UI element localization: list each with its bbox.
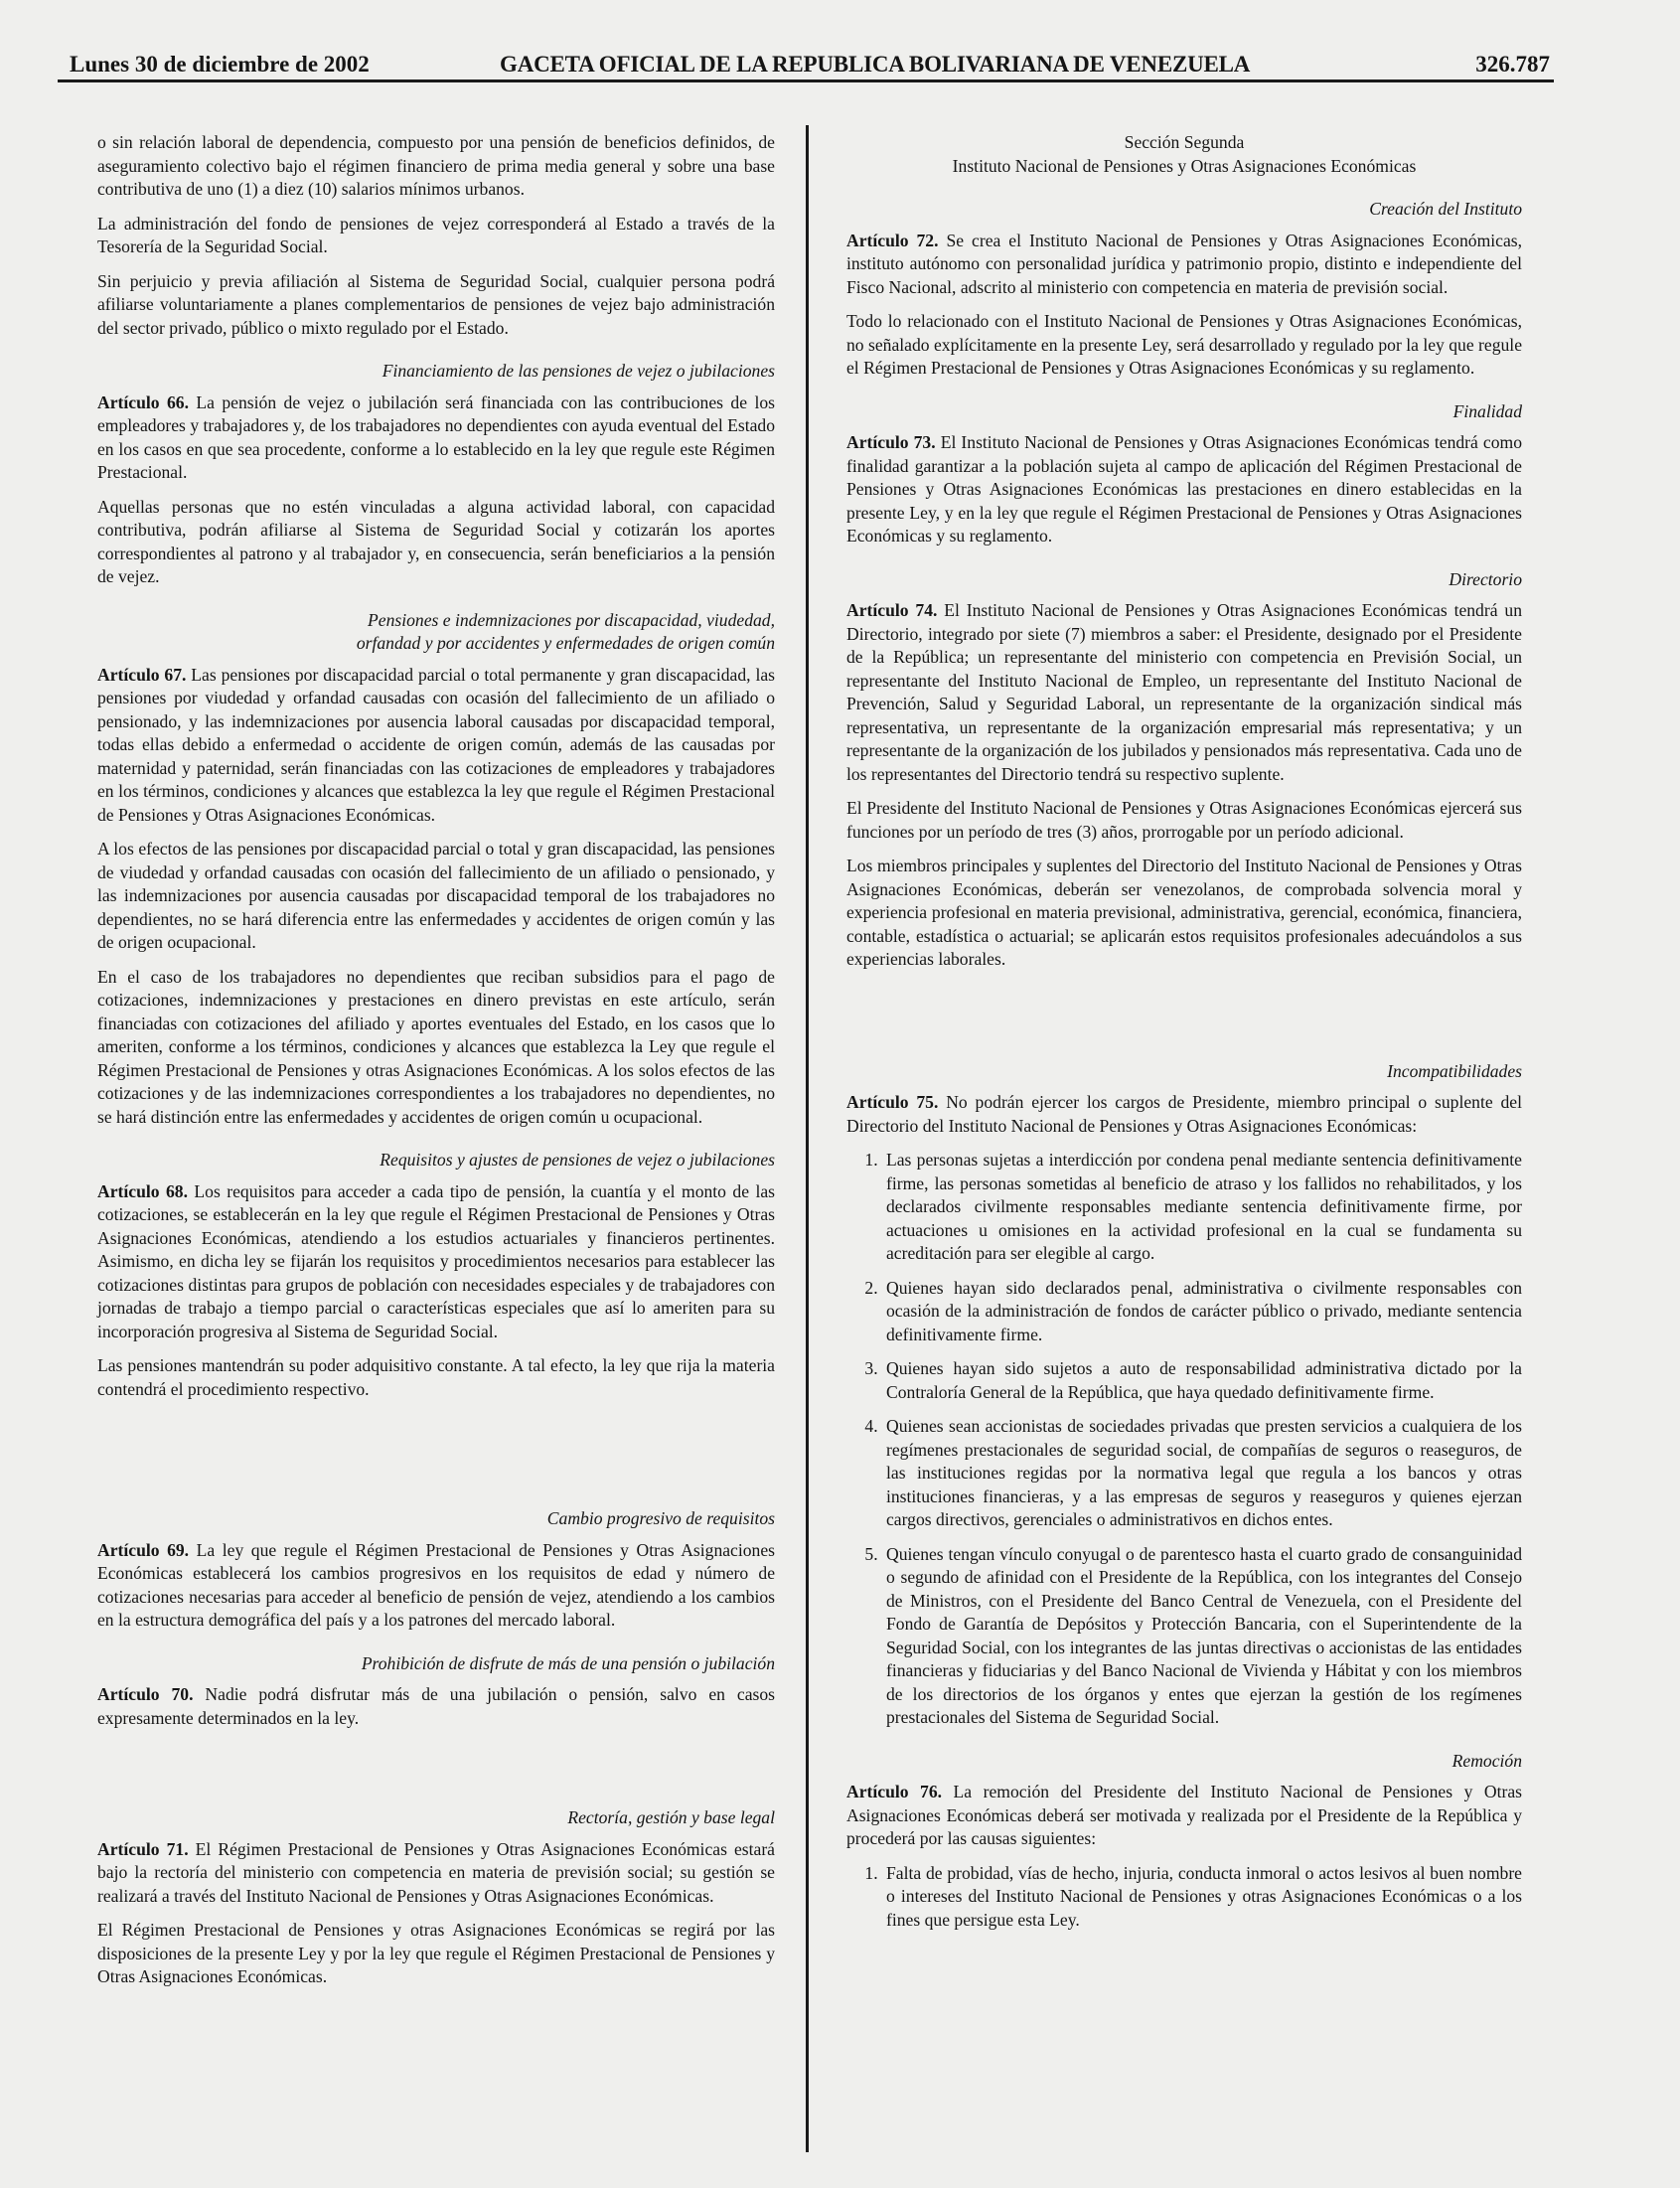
incompatibilities-list bbox=[846, 1149, 1522, 1730]
article-label: Artículo 69. bbox=[97, 1539, 190, 1560]
list-item: 1. Falta de probidad, vías de hecho, injuria, conducta inmoral o actos lesivos al buen nombre o intereses del Instituto Nacional de Pensiones y otras Asignaciones Económicas o a los fines que persigue esta Ley. bbox=[882, 1862, 1522, 1933]
article-label: Artículo 75. bbox=[846, 1092, 939, 1112]
list-item: 5. Quienes tengan vínculo conyugal o de parentesco hasta el cuarto grado de consanguinidad o segundo de afinidad con el Presidente de la República, con los integrantes del Consejo de Ministros, con el Presidente del Banco Central de Venezuela, con el Presidente del Fondo de Garantía de Depósitos y Protección Bancaria, con el Superintendente de la Seguridad Social, con los integrantes de las juntas directivas o accionistas de las entidades financieras y fiduciarias y del Banco Nacional de Vivienda y Hábitat y con los miembros de los directorios de los órganos y entes que ejerzan la gestión de los regímenes prestacionales del Sistema de Seguridad Social. bbox=[882, 1543, 1522, 1730]
paragraph: La administración del fondo de pensiones de vejez corresponderá al Estado a través de la Tesorería de la Seguridad Social. bbox=[97, 213, 775, 256]
article-heading-66: Financiamiento de las pensiones de vejez o jubilaciones bbox=[382, 361, 775, 381]
article-68 bbox=[97, 1180, 775, 1344]
paragraph: Todo lo relacionado con el Instituto Nacional de Pensiones y Otras Asignaciones Económicas, no señalado explícitamente en la presente Ley, será desarrollado y regulado por la ley que regule el Régimen Prestacional de Pensiones y Otras Asignaciones Económicas y su reglamento. bbox=[846, 311, 1522, 378]
list-item: 1. Las personas sujetas a interdicción por condena penal mediante sentencia definitivamente firme, las personas sometidas al beneficio de atraso y los fallidos no rehabilitados, y los declarados civilmente responsables mediante sentencia definitivamente firme, por actuaciones u omisiones en la actividad profesional en la cual se fundamenta su acreditación para ser elegible al cargo. bbox=[882, 1149, 1522, 1266]
article-70 bbox=[97, 1683, 775, 1730]
spacer bbox=[846, 983, 1522, 1040]
article-label: Artículo 71. bbox=[97, 1838, 189, 1859]
paragraph: Las pensiones mantendrán su poder adquisitivo constante. A tal efecto, la ley que rija la materia contendrá el procedimiento respectivo. bbox=[97, 1355, 775, 1399]
page-header bbox=[58, 50, 1552, 81]
article-heading-73: Finalidad bbox=[1452, 400, 1522, 421]
article-label: Artículo 74. bbox=[846, 600, 938, 620]
article-heading-74: Directorio bbox=[1449, 568, 1522, 589]
header-page-number: 326.787 bbox=[1475, 52, 1550, 77]
article-69 bbox=[97, 1539, 775, 1633]
article-heading-71: Rectoría, gestión y base legal bbox=[567, 1807, 775, 1827]
paragraph: Aquellas personas que no estén vinculadas a alguna actividad laboral, con capacidad contributiva, podrán afiliarse al Sistema de Seguridad Social y cotizarán los aportes correspondientes al patrono y al trabajador y, en consecuencia, serán beneficiarios a la pensión de vejez. bbox=[97, 496, 775, 586]
article-label: Artículo 72. bbox=[846, 230, 939, 250]
article-heading-69: Cambio progresivo de requisitos bbox=[546, 1508, 775, 1528]
article-66 bbox=[97, 391, 775, 485]
article-text: Nadie podrá disfrutar más de una jubilación o pensión, salvo en casos expresamente determinados en la ley. bbox=[97, 1684, 775, 1728]
article-73 bbox=[846, 431, 1522, 548]
heading-line: Pensiones e indemnizaciones por discapacidad, viudedad, bbox=[368, 609, 775, 630]
article-text: No podrán ejercer los cargos de Presidente, miembro principal o suplente del Directorio del Instituto Nacional de Pensiones y Otras Asignaciones Económicas: bbox=[846, 1092, 1522, 1136]
article-74 bbox=[846, 599, 1522, 786]
article-label: Artículo 76. bbox=[846, 1782, 943, 1801]
column-divider bbox=[806, 125, 809, 2152]
removal-causes-list bbox=[846, 1862, 1522, 1933]
article-text: El Régimen Prestacional de Pensiones y Otras Asignaciones Económicas estará bajo la rectoría del ministerio con competencia en materia de previsión social; su gestión se realizará a través del Instituto Nacional de Pensiones y Otras Asignaciones Económicas. bbox=[97, 1838, 775, 1906]
header-date: Lunes 30 de diciembre de 2002 bbox=[70, 52, 370, 77]
spacer bbox=[97, 1412, 775, 1487]
article-label: Artículo 67. bbox=[97, 664, 187, 685]
article-heading-70: Prohibición de disfrute de más de una pensión o jubilación bbox=[361, 1652, 775, 1673]
article-71 bbox=[97, 1838, 775, 1909]
article-text: Las pensiones por discapacidad parcial o total permanente y gran discapacidad, las pensiones por viudedad y orfandad causadas con ocasión del fallecimiento de un afiliado o pensionado, y las indemnizaciones por ausencia laboral causadas por discapacidad temporal, todas ellas debido a enfermedad o accidente de origen común, además de las causadas por maternidad y paternidad, serán financiadas con las cotizaciones de empleadores y trabajadores en los términos, condiciones y alcances que establezca la ley que regule el Régimen Prestacional de Pensiones y Otras Asignaciones Económicas. bbox=[97, 664, 775, 825]
paragraph: El Presidente del Instituto Nacional de Pensiones y Otras Asignaciones Económicas ejercerá sus funciones por un período de tres (3) años, prorrogable por un período adicional. bbox=[846, 798, 1522, 842]
list-item: 3. Quienes hayan sido sujetos a auto de responsabilidad administrativa dictado por la Contraloría General de la República, que haya quedado definitivamente firme. bbox=[882, 1357, 1522, 1404]
section-subtitle: Instituto Nacional de Pensiones y Otras Asignaciones Económicas bbox=[952, 155, 1417, 176]
article-heading-76: Remoción bbox=[1451, 1750, 1522, 1771]
paragraph: El Régimen Prestacional de Pensiones y otras Asignaciones Económicas se regirá por las disposiciones de la presente Ley y por la ley que regule el Régimen Prestacional de Pensiones y Otras Asignaciones Económicas. bbox=[97, 1920, 775, 1986]
article-72 bbox=[846, 230, 1522, 300]
paragraph: Los miembros principales y suplentes del Directorio del Instituto Nacional de Pensiones y Otras Asignaciones Económicas, deberán ser venezolanos, de comprobada solvencia moral y experiencia profesional en materia previsional, administrativa, gerencial, económica, financiera, contable, estadística o actuarial; se aplicarán estos requisitos profesionales adecuándolos a sus experiencias laborales. bbox=[846, 856, 1522, 969]
article-75 bbox=[846, 1091, 1522, 1138]
article-heading-68: Requisitos y ajustes de pensiones de vejez o jubilaciones bbox=[380, 1150, 775, 1170]
article-heading-72: Creación del Instituto bbox=[1369, 199, 1522, 219]
article-text: El Instituto Nacional de Pensiones y Otras Asignaciones Económicas tendrá como finalidad garantizar a la población sujeta al campo de aplicación del Régimen Prestacional de Pensiones y Otras Asignaciones Económicas las prestaciones en dinero establecidas en la presente Ley, y en la ley que regule el Régimen Prestacional de Pensiones y Otras Asignaciones Económicas y su reglamento. bbox=[846, 432, 1523, 546]
article-text: La remoción del Presidente del Instituto Nacional de Pensiones y Otras Asignaciones Económicas deberá ser motivada y realizada por el Presidente de la República y procederá por las causas siguientes: bbox=[846, 1782, 1522, 1848]
left-column bbox=[97, 131, 775, 2000]
article-heading-67 bbox=[97, 609, 775, 656]
header-rule bbox=[58, 79, 1554, 82]
paragraph: A los efectos de las pensiones por discapacidad parcial o total y gran discapacidad, las pensiones de viudedad y orfandad causadas con ocasión del fallecimiento de un afiliado o pensionado, y las indemnizaciones por ausencia causadas por discapacidad temporal de los trabajadores no dependientes, no se hará diferencia entre las enfermedades y accidentes de origen común y las de origen ocupacional. bbox=[97, 839, 775, 952]
article-label: Artículo 66. bbox=[97, 391, 189, 412]
article-text: Se crea el Instituto Nacional de Pensiones y Otras Asignaciones Económicas, instituto autónomo con personalidad jurídica y patrimonio propio, distinto e independiente del Fisco Nacional, adscrito al ministerio con competencia en materia de previsión social. bbox=[846, 230, 1523, 297]
spacer bbox=[97, 1741, 775, 1787]
article-67 bbox=[97, 664, 775, 828]
article-text: El Instituto Nacional de Pensiones y Otras Asignaciones Económicas tendrá un Directorio, integrado por siete (7) miembros a saber: el Presidente, designado por el Presidente de la República; un representante del ministerio con competencia en Previsión Social, un representante del Instituto Nacional de Empleo, un representante del Instituto Nacional de Prevención, Salud y Seguridad Laboral, un representante de la organización sindical más representativa, un representante de la organización empresarial más representativa; y un representante de la organización de los jubilados y pensionados más representativa. Cada uno de los representantes del Directorio tendrá su respectivo suplente. bbox=[846, 600, 1522, 784]
header-gazette-title: GACETA OFICIAL DE LA REPUBLICA BOLIVARIANA DE VENEZUELA bbox=[500, 52, 1251, 77]
right-column bbox=[846, 131, 1522, 1943]
article-heading-75: Incompatibilidades bbox=[1387, 1060, 1522, 1081]
section-title: Sección Segunda bbox=[1124, 132, 1245, 152]
paragraph: Sin perjuicio y previa afiliación al Sistema de Seguridad Social, cualquier persona podrá afiliarse voluntariamente a planes complementarios de pensiones de vejez bajo administración del sector privado, público o mixto regulado por el Estado. bbox=[97, 270, 775, 338]
list-item: 2. Quienes hayan sido declarados penal, administrativa o civilmente responsables con ocasión de la administración de fondos de carácter público o privado, mediante sentencia definitivamente firme. bbox=[882, 1277, 1522, 1347]
article-label: Artículo 68. bbox=[97, 1180, 188, 1201]
article-text: La ley que regule el Régimen Prestacional de Pensiones y Otras Asignaciones Económicas establecerá los cambios progresivos en los requisitos de edad y número de cotizaciones necesarias para acceder al beneficio de pensión de vejez, atendiendo a los cambios en la estructura demográfica del país y a los patrones del mercado laboral. bbox=[97, 1539, 775, 1630]
article-text: Los requisitos para acceder a cada tipo de pensión, la cuantía y el monto de las cotizaciones, se establecerán en la ley que regule el Régimen Prestacional de Pensiones y Otras Asignaciones Económicas, atendiendo a los estudios actuariales y financieros pertinentes. Asimismo, en dicha ley se fijarán los requisitos y procedimientos necesarios para establecer las cotizaciones distintas para grupos de población con necesidades especiales y de trabajadores con jornadas de trabajo a tiempo parcial o características especiales que así lo ameriten para su incorporación progresiva al Sistema de Seguridad Social. bbox=[97, 1180, 775, 1341]
heading-line: orfandad y por accidentes y enfermedades de origen común bbox=[356, 633, 775, 653]
list-item: 4. Quienes sean accionistas de sociedades privadas que presten servicios a cualquiera de los regímenes prestacionales de seguridad social, de compañías de seguros o reaseguros, de las instituciones regidas por la normativa legal que regula a los bancos y otras instituciones financieras, y a las empresas de seguros y reaseguros y quienes ejerzan cargos directivos, gerenciales o administrativos en dichos entes. bbox=[882, 1415, 1522, 1532]
article-text: La pensión de vejez o jubilación será financiada con las contribuciones de los empleadores y trabajadores y, de los trabajadores no dependientes con ayuda eventual del Estado en los casos en que sea procedente, conforme a lo establecido en la ley que regule este Régimen Prestacional. bbox=[97, 391, 775, 482]
article-76 bbox=[846, 1781, 1522, 1851]
article-label: Artículo 70. bbox=[97, 1684, 194, 1704]
article-label: Artículo 73. bbox=[846, 432, 936, 452]
paragraph: En el caso de los trabajadores no dependientes que reciban subsidios para el pago de cotizaciones, indemnizaciones y prestaciones en dinero previstas en este artículo, serán financiadas con cotizaciones del afiliado y aportes eventuales del Estado, en los casos que lo ameriten, conforme a los términos, condiciones y alcances que establezca la Ley que regule el Régimen Prestacional de Pensiones y otras Asignaciones Económicas. A los solos efectos de las cotizaciones y de las indemnizaciones correspondientes a los trabajadores no dependientes, no se hará distinción entre las enfermedades y accidentes de origen común u ocupacional. bbox=[97, 966, 775, 1127]
paragraph: o sin relación laboral de dependencia, compuesto por una pensión de beneficios definidos, de aseguramiento colectivo bajo el régimen financiero de prima media general y sobre una base contributiva de uno (1) a diez (10) salarios mínimos urbanos. bbox=[97, 132, 775, 199]
